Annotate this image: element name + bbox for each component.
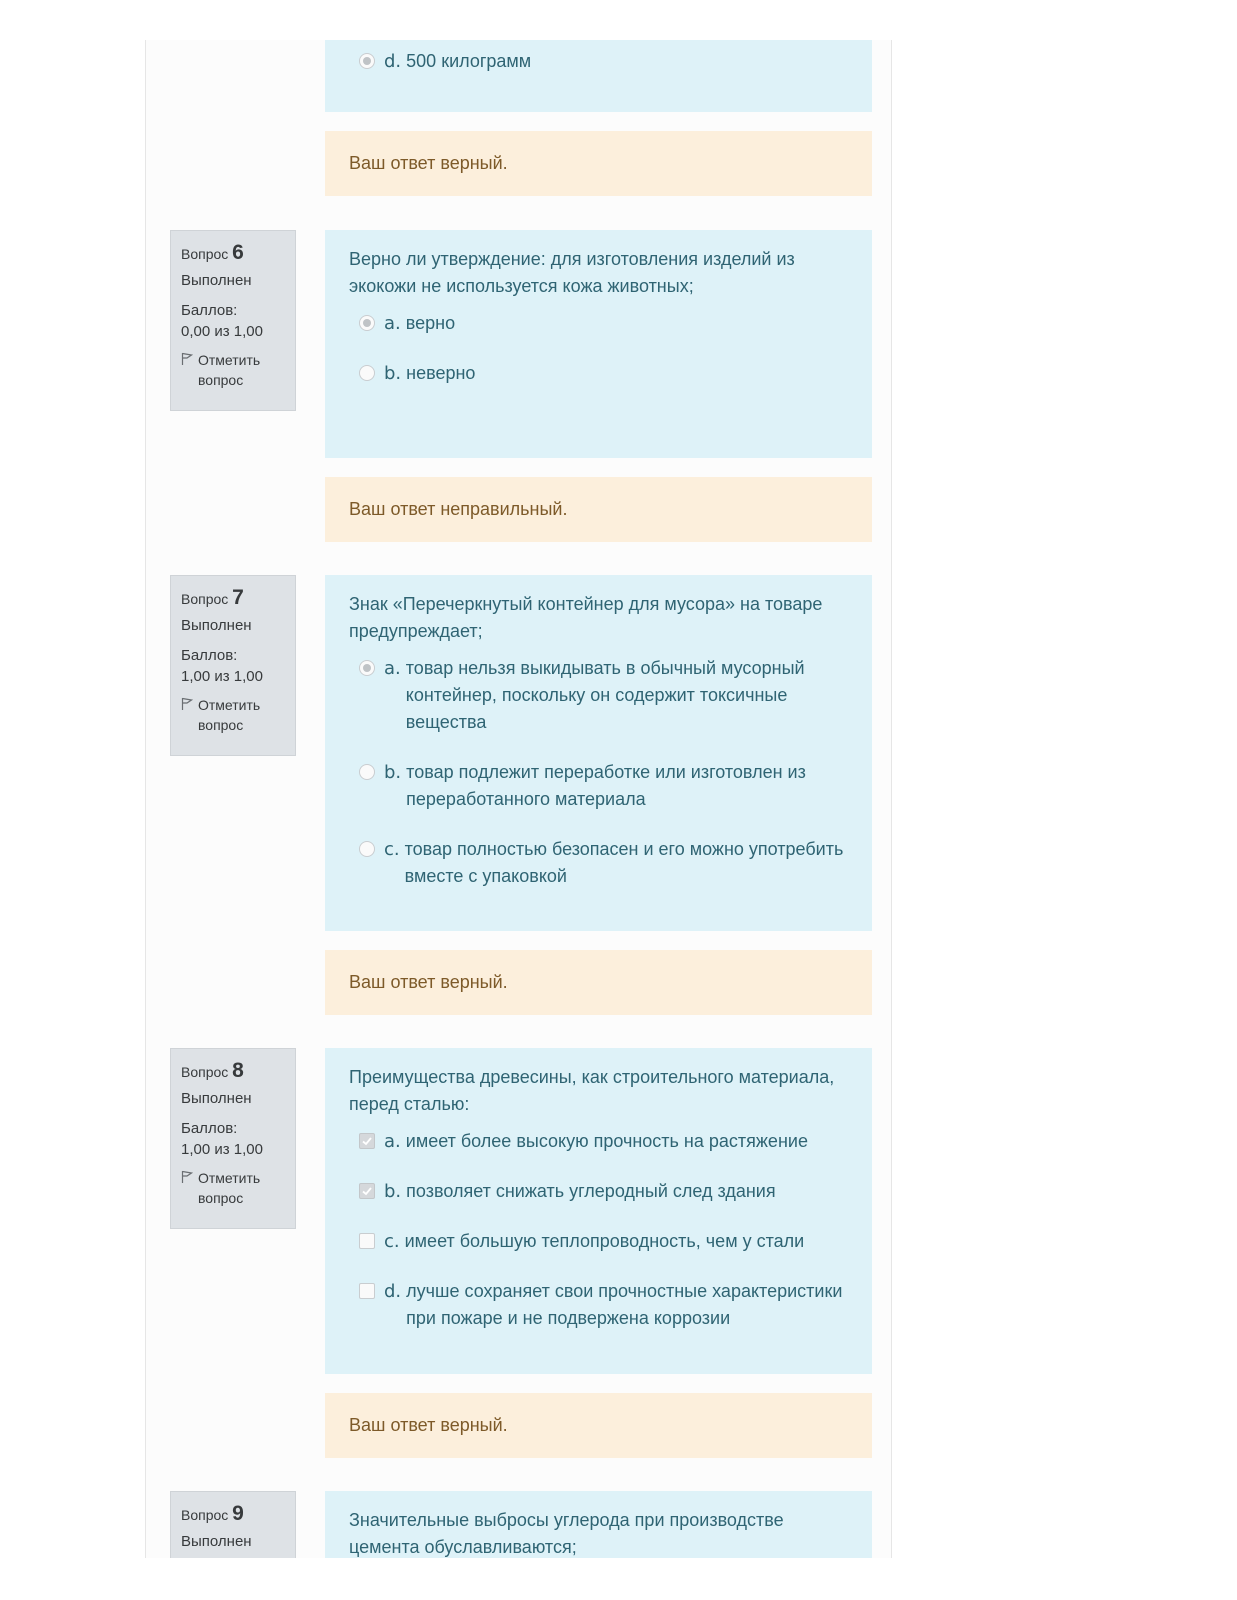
feedback-text: Ваш ответ верный. (349, 1415, 508, 1435)
question-label: Вопрос (181, 591, 229, 607)
question-label: Вопрос (181, 1507, 229, 1523)
question-text: Верно ли утверждение: для изготовления изделий из экокожи не используется кожа животных; (349, 249, 795, 296)
answer-option[interactable] (349, 48, 848, 75)
question-9-info (170, 1491, 296, 1558)
answer-text: верно (405, 313, 456, 333)
checkbox-checked[interactable] (359, 1133, 375, 1149)
grade-label: Баллов: (181, 1119, 238, 1137)
flag-question-link[interactable] (181, 350, 285, 391)
feedback-text: Ваш ответ верный. (349, 153, 508, 173)
question-5-formulation (325, 40, 872, 112)
feedback-text: Ваш ответ неправильный. (349, 499, 568, 519)
answer-letter: d. (384, 1281, 402, 1302)
answer-option[interactable] (349, 836, 848, 890)
question-state: Выполнен (181, 1533, 252, 1551)
question-7-info (170, 575, 296, 756)
answer-letter: a. (384, 313, 401, 334)
answer-letter: d. (384, 51, 402, 72)
radio-checked[interactable] (359, 53, 375, 69)
radio-unchecked[interactable] (359, 365, 375, 381)
question-text: Знак «Перечеркнутый контейнер для мусора» на товаре предупреждает; (349, 594, 823, 641)
question-number: 7 (232, 586, 244, 609)
answer-letter: a. (384, 1131, 401, 1152)
answer-text: имеет большую теплопроводность, чем у стали (404, 1231, 805, 1251)
answer-option[interactable] (349, 1128, 848, 1155)
grade-value: 0,00 из 1,00 (181, 322, 263, 340)
answer-list (349, 310, 848, 387)
question-9-formulation (325, 1491, 872, 1558)
grade-label: Баллов: (181, 646, 238, 664)
feedback-text: Ваш ответ верный. (349, 972, 508, 992)
flag-label: Отметить вопрос (198, 696, 261, 734)
flag-icon (181, 697, 193, 711)
feedback-correct (325, 131, 872, 196)
answer-letter: c. (384, 839, 400, 860)
question-number: 9 (232, 1502, 244, 1525)
flag-question-link[interactable] (181, 1168, 285, 1209)
flag-label: Отметить вопрос (198, 351, 261, 389)
answer-option[interactable] (349, 360, 848, 387)
answer-text: товар полностью безопасен и его можно употребить вместе с упаковкой (404, 839, 844, 886)
question-6-info (170, 230, 296, 411)
question-state: Выполнен (181, 1090, 252, 1108)
answer-option[interactable] (349, 1178, 848, 1205)
answer-text: товар подлежит переработке или изготовлен из переработанного материала (406, 762, 806, 809)
question-state: Выполнен (181, 617, 252, 635)
flag-icon (181, 352, 193, 366)
answer-option[interactable] (349, 310, 848, 337)
flag-icon (181, 1170, 193, 1184)
answer-list (349, 655, 848, 890)
checkbox-checked[interactable] (359, 1183, 375, 1199)
feedback-correct (325, 1393, 872, 1458)
question-8-formulation (325, 1048, 872, 1374)
radio-checked[interactable] (359, 660, 375, 676)
question-7-formulation (325, 575, 872, 931)
question-number: 6 (232, 241, 244, 264)
grade-value: 1,00 из 1,00 (181, 667, 263, 685)
radio-checked[interactable] (359, 315, 375, 331)
checkbox-unchecked[interactable] (359, 1233, 375, 1249)
answer-letter: b. (384, 1181, 402, 1202)
answer-text: имеет более высокую прочность на растяжение (405, 1131, 808, 1151)
question-label: Вопрос (181, 1064, 229, 1080)
answer-text: лучше сохраняет свои прочностные характеристики при пожаре и не подвержена коррозии (406, 1281, 843, 1328)
answer-option[interactable] (349, 655, 848, 736)
content-column (145, 40, 892, 1558)
flag-label: Отметить вопрос (198, 1169, 261, 1207)
radio-unchecked[interactable] (359, 764, 375, 780)
question-6-formulation (325, 230, 872, 458)
answer-letter: c. (384, 1231, 400, 1252)
grade-value: 1,00 из 1,00 (181, 1140, 263, 1158)
answer-option[interactable] (349, 1228, 848, 1255)
question-state: Выполнен (181, 272, 252, 290)
answer-text: неверно (406, 363, 476, 383)
grade-label: Баллов: (181, 301, 238, 319)
question-label: Вопрос (181, 246, 229, 262)
answer-text: позволяет снижать углеродный след здания (406, 1181, 776, 1201)
question-text: Значительные выбросы углерода при производстве цемента обуславливаются; (349, 1510, 784, 1557)
answer-list (349, 1128, 848, 1332)
answer-option[interactable] (349, 759, 848, 813)
answer-text: товар нельзя выкидывать в обычный мусорный контейнер, поскольку он содержит токсичные вещества (405, 658, 805, 732)
flag-question-link[interactable] (181, 695, 285, 736)
question-text: Преимущества древесины, как строительного материала, перед сталью: (349, 1067, 835, 1114)
question-8-info (170, 1048, 296, 1229)
feedback-correct (325, 950, 872, 1015)
answer-letter: a. (384, 658, 401, 679)
radio-unchecked[interactable] (359, 841, 375, 857)
answer-option[interactable] (349, 1278, 848, 1332)
answer-letter: b. (384, 762, 402, 783)
feedback-incorrect (325, 477, 872, 542)
checkbox-unchecked[interactable] (359, 1283, 375, 1299)
answer-letter: b. (384, 363, 402, 384)
answer-text: 500 килограмм (406, 51, 532, 71)
question-number: 8 (232, 1059, 244, 1082)
